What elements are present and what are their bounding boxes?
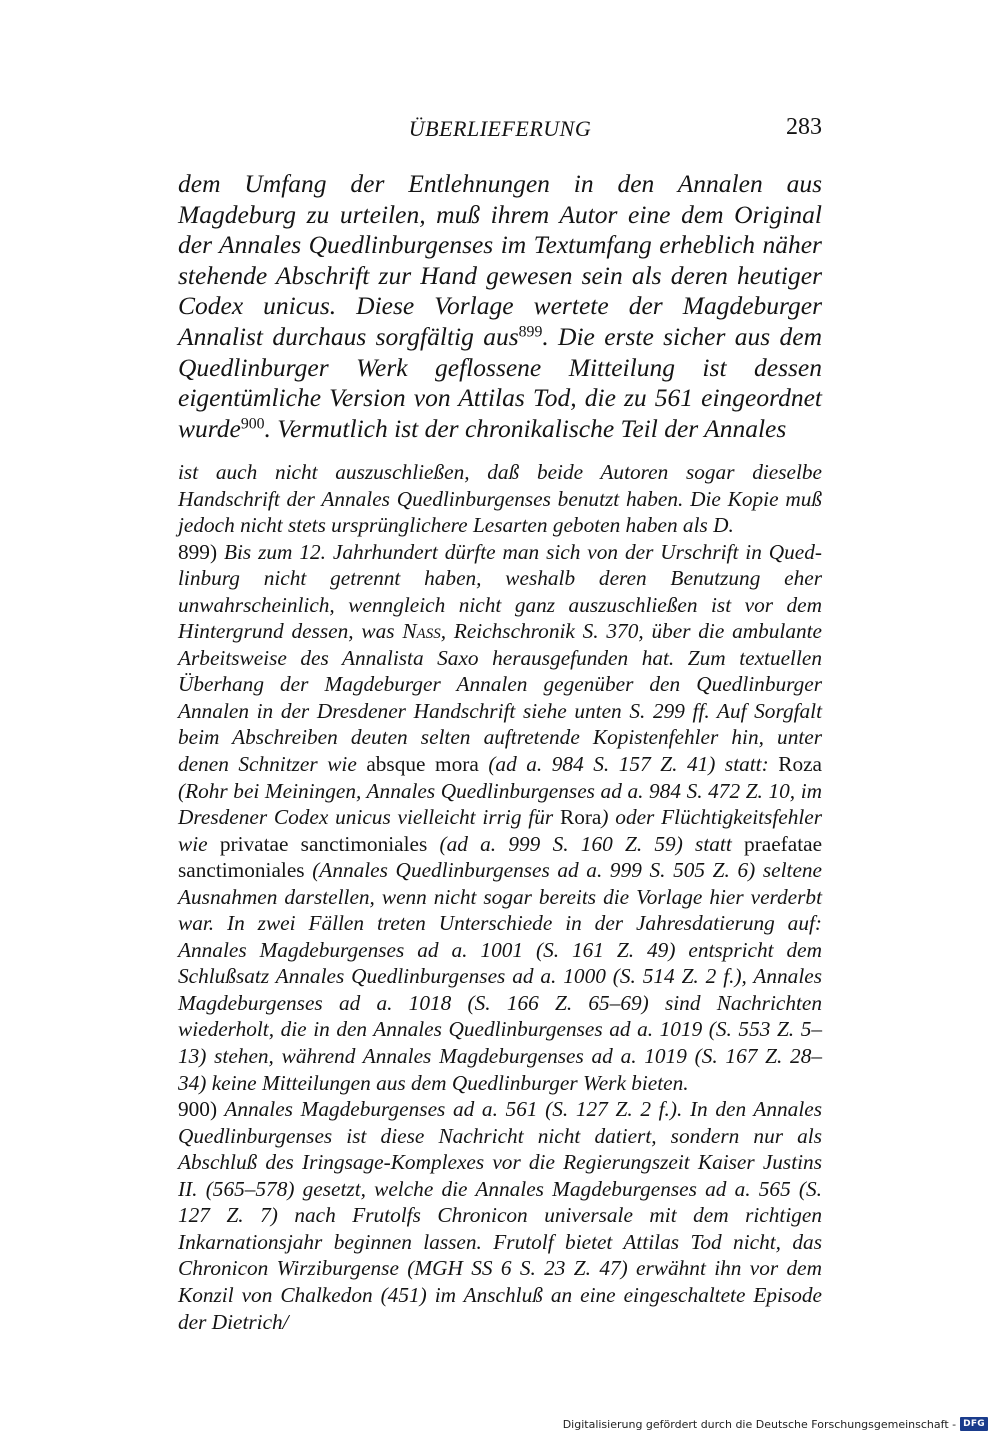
quoted-term: absque mora [366,752,479,777]
page-number: 283 [786,114,822,140]
footnote-899 [178,539,822,1096]
footnote-ref-899[interactable]: 899 [518,323,543,341]
author-name: Nass [402,619,441,644]
footnote-number: 899) [178,539,218,564]
quoted-term: Rora [559,805,602,830]
running-title: ÜBERLIEFERUNG [408,116,592,141]
footnote-text: Annales Magdeburgenses ad a. 561 (S. 127 Z. 2 f.). In den Annales Quedlinburgenses ist diese Nachricht nicht datiert, sondern nur als Abschluß des Iringsage-Komplexes vor die Regierungszeit Kaiser Justins II. (565–578) gesetzt, welche die Annales Magdeburgenses ad a. 565 (S. 127 Z. 7) nach Frutolfs Chronicon universale mit dem richtigen Inkarnationsjahr beginnen lassen. Frutolf bietet Attilas Tod nicht, das Chronicon Wirziburgense (MGH SS 6 S. 23 Z. 47) erwähnt ihn vor dem Konzil von Chalkedon (451) im Anschluß an eine eingeschaltete Episode der Dietrich/ [178,1097,822,1334]
footnotes [178,459,822,1335]
footnote-text: (ad a. 999 S. 160 Z. 59) statt [439,831,732,856]
dfg-logo: DFG [960,1417,988,1431]
page-header [178,112,822,148]
main-text-part-1: dem Umfang der Entlehnungen in den Annalen aus Magdeburg zu urteilen, muß ihrem Autor eine dem Original der Annales Quedlinburgenses im Textumfang erheblich näher stehende Abschrift zur Hand gewesen sein als deren heutiger Codex unicus. Diese Vorlage wertete der Magdeburger Annalist durchaus sorgfältig aus [178,169,822,351]
main-text-part-2: . Die erste sicher aus dem Quedlinburger Werk geflossene Mitteilung ist dessen eigentümliche Version von Attilas Tod, die zu 561 eingeordnet wurde [178,321,822,443]
quoted-term: privatae sanctimoniales [219,831,428,856]
quoted-term: praefatae sanctimoniales [178,831,823,883]
footnote-900 [178,1096,822,1335]
footnote-text: (ad a. 984 S. 157 Z. 41) statt: [488,752,769,777]
footnote-number: 900) [178,1097,218,1122]
footnote-text: Bis zum 12. Jahrhundert dürfte man sich von der Urschrift in Quedlinburg nicht getrennt haben, weshalb deren Benutzung eher unwahrscheinlich, wenngleich nicht ganz auszuschließen ist vor dem Hintergrund dessen, was [178,539,822,644]
footnote-text: ) oder Flüchtigkeitsfehler wie [178,805,823,856]
footnote-ref-900[interactable]: 900 [240,415,265,433]
digitization-footer [563,1417,988,1431]
main-text-part-3: . Vermutlich ist der chronikalische Teil der Annales [264,413,787,443]
main-text [178,169,822,444]
footnote-continuation: ist auch nicht auszuschließen, daß beide Autoren sogar dieselbe Handschrift der Annales Quedlinburgenses benutzt haben. Die Kopie muß jedoch nicht stets ursprünglichere Lesarten geboten haben als D. [178,460,822,538]
footnote-text: (Annales Quedlinburgenses ad a. 999 S. 505 Z. 6) seltene Ausnahmen darstellen, wenn nicht sogar bereits die Vorlage hier verderbt war. In zwei Fällen treten Unterschiede in der Jahresdatierung auf: Annales Magdeburgenses ad a. 1001 (S. 161 Z. 49) entspricht dem Schlußsatz Annales Quedlinburgenses ad a. 1000 (S. 514 Z. 2 f.), Annales Magdeburgenses ad a. 1018 (S. 166 Z. 65–69) sind Nachrichten wiederholt, die in den Annales Quedlinburgenses ad a. 1019 (S. 553 Z. 5–13) stehen, während Annales Magdeburgenses ad a. 1019 (S. 167 Z. 28–34) keine Mitteilungen aus dem Quedlinburger Werk bieten. [178,858,822,1095]
footnote-text: , Reichschronik S. 370, über die ambulante Arbeitsweise des Annalista Saxo herausgefunden hat. Zum textuellen Überhang der Magdeburger Annalen gegenüber den Quedlinburger Annalen in der Dresdener Handschrift siehe unten S. 299 ff. Auf Sorgfalt beim Abschreiben deuten selten auftretende Kopistenfehler hin, unter denen Schnitzer wie [178,619,823,777]
footnote-text: (Rohr bei Meiningen, Annales Quedlinburgenses ad a. 984 S. 472 Z. 10, im Dresdener Codex unicus vielleicht irrig für [178,778,822,830]
quoted-term: Roza [778,752,822,777]
footer-text: Digitalisierung gefördert durch die Deutsche Forschungsgemeinschaft - [562,1417,957,1431]
